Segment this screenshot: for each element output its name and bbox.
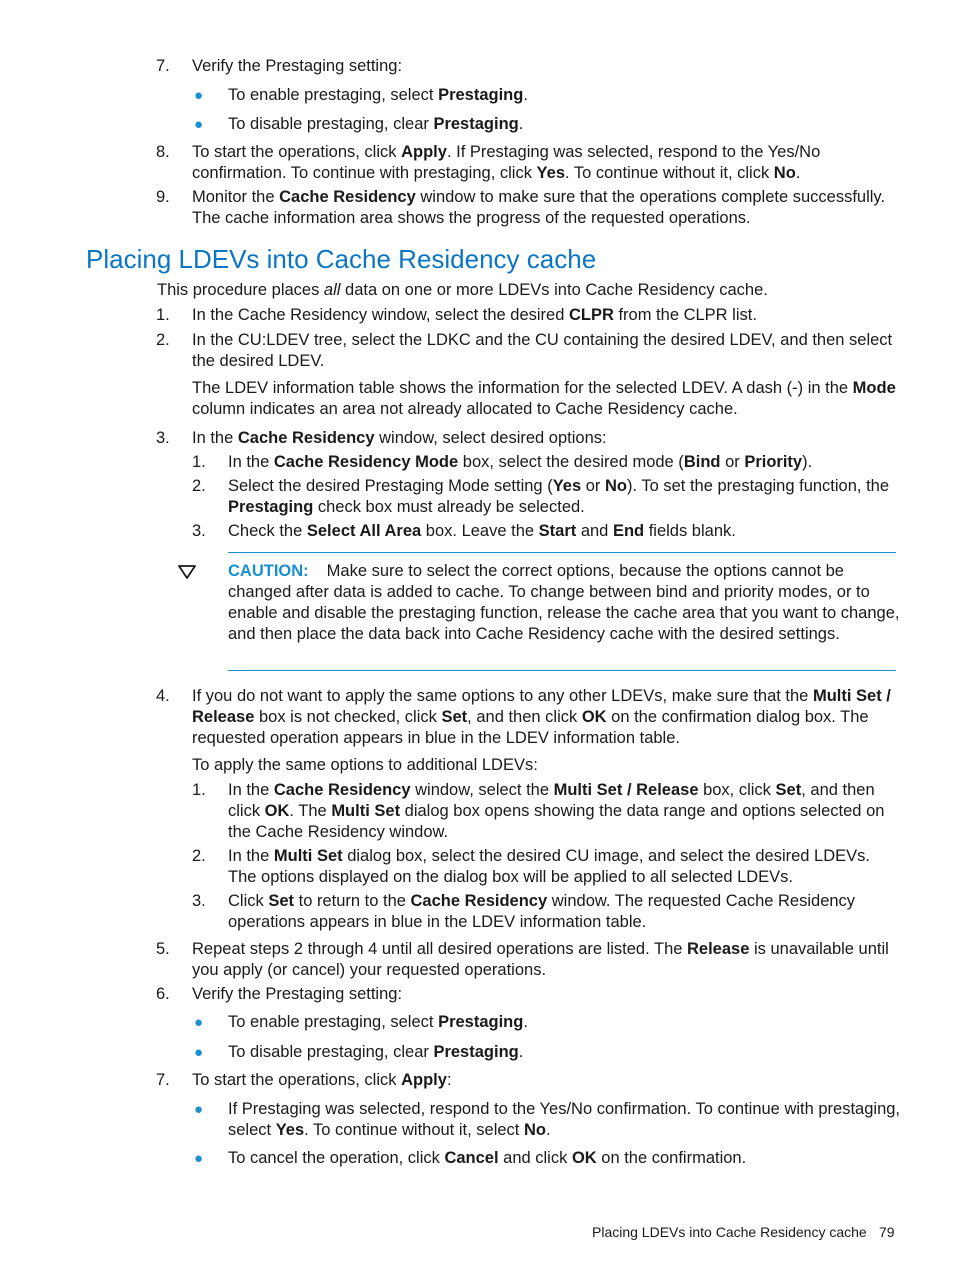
step-text: To start the operations, click Apply: [192, 1071, 452, 1089]
substep-number: 2. [192, 847, 206, 865]
bullet-text: To enable prestaging, select Prestaging. [228, 86, 528, 104]
step-number: 6. [156, 985, 170, 1003]
substep-number: 3. [192, 522, 206, 540]
section-heading: Placing LDEVs into Cache Residency cache [86, 244, 597, 274]
caution-bottom-rule [228, 670, 896, 671]
step-number: 5. [156, 940, 170, 958]
step-text: In the Cache Residency window, select desired options: [192, 429, 607, 447]
step-note: To apply the same options to additional LDEVs: [192, 756, 538, 774]
bullet-text: If Prestaging was selected, respond to the Yes/No confirmation. To continue with prestaging, select Yes. To continue without it, select No. [228, 1100, 901, 1139]
page-number: 79 [879, 1224, 895, 1240]
bullet-icon: ● [194, 1101, 204, 1118]
step-number: 7. [156, 1071, 170, 1089]
substep-number: 1. [192, 781, 206, 799]
substep-text: In the Multi Set dialog box, select the desired CU image, and select the desired LDEVs. The options displayed on the dialog box will be applied to all selected LDEVs. [228, 847, 870, 886]
substep-number: 2. [192, 477, 206, 495]
step-number: 4. [156, 687, 170, 705]
bullet-icon: ● [194, 116, 204, 133]
step-number: 2. [156, 331, 170, 349]
bullet-icon: ● [194, 87, 204, 104]
step-number: 9. [156, 188, 170, 206]
bullet-text: To disable prestaging, clear Prestaging. [228, 115, 524, 133]
step-text: Monitor the Cache Residency window to make sure that the operations complete successfully. The cache information area shows the progress of the requested operations. [192, 188, 886, 227]
intro-paragraph: This procedure places all data on one or more LDEVs into Cache Residency cache. [157, 281, 768, 299]
step-note: The LDEV information table shows the information for the selected LDEV. A dash (-) in the Mode column indicates an area not already allocated to Cache Residency cache. [192, 379, 896, 418]
bullet-text: To disable prestaging, clear Prestaging. [228, 1043, 524, 1061]
substep-text: In the Cache Residency window, select the Multi Set / Release box, click Set, and then click OK. The Multi Set dialog box opens showing the data range and options selected on the Cache Residency window. [228, 781, 885, 841]
step-text: If you do not want to apply the same options to any other LDEVs, make sure that the Multi Set / Release box is not checked, click Set, and then click OK on the confirmation dialog box. The requested operation appears in blue in the LDEV information table. [192, 687, 891, 747]
bullet-icon: ● [194, 1014, 204, 1031]
step-text: Repeat steps 2 through 4 until all desired operations are listed. The Release is unavailable until you apply (or cancel) your requested operations. [192, 940, 889, 979]
caution-label: CAUTION: [228, 562, 309, 580]
caution-text: CAUTION: Make sure to select the correct options, because the options cannot be changed after data is added to cache. To change between bind and priority modes, or to enable and disable the prestaging function, release the cache area that you want to change, and then place the data back into Cache Residency cache with the desired settings. [228, 562, 900, 643]
step-text: In the Cache Residency window, select the desired CLPR from the CLPR list. [192, 306, 757, 324]
bullet-icon: ● [194, 1044, 204, 1061]
bullet-icon: ● [194, 1150, 204, 1167]
substep-text: Check the Select All Area box. Leave the Start and End fields blank. [228, 522, 736, 540]
step-number: 7. [156, 57, 170, 75]
step-number: 3. [156, 429, 170, 447]
bullet-text: To cancel the operation, click Cancel and click OK on the confirmation. [228, 1149, 747, 1167]
step-text: In the CU:LDEV tree, select the LDKC and the CU containing the desired LDEV, and then select the desired LDEV. [192, 331, 893, 370]
footer-title: Placing LDEVs into Cache Residency cache [592, 1224, 867, 1240]
step-number: 1. [156, 306, 170, 324]
substep-text: In the Cache Residency Mode box, select the desired mode (Bind or Priority). [228, 453, 813, 471]
caution-top-rule [228, 552, 896, 553]
step-text: Verify the Prestaging setting: [192, 57, 403, 75]
warning-icon [178, 564, 196, 586]
substep-text: Click Set to return to the Cache Residency window. The requested Cache Residency operations appears in blue in the LDEV information table. [228, 892, 856, 931]
step-number: 8. [156, 143, 170, 161]
bullet-text: To enable prestaging, select Prestaging. [228, 1013, 528, 1031]
step-text: To start the operations, click Apply. If Prestaging was selected, respond to the Yes/No confirmation. To continue with prestaging, click Yes. To continue without it, click No. [192, 143, 821, 182]
step-text: Verify the Prestaging setting: [192, 985, 403, 1003]
substep-number: 3. [192, 892, 206, 910]
substep-text: Select the desired Prestaging Mode setting (Yes or No). To set the prestaging function, the Prestaging check box must already be selected. [228, 477, 890, 516]
substep-number: 1. [192, 453, 206, 471]
